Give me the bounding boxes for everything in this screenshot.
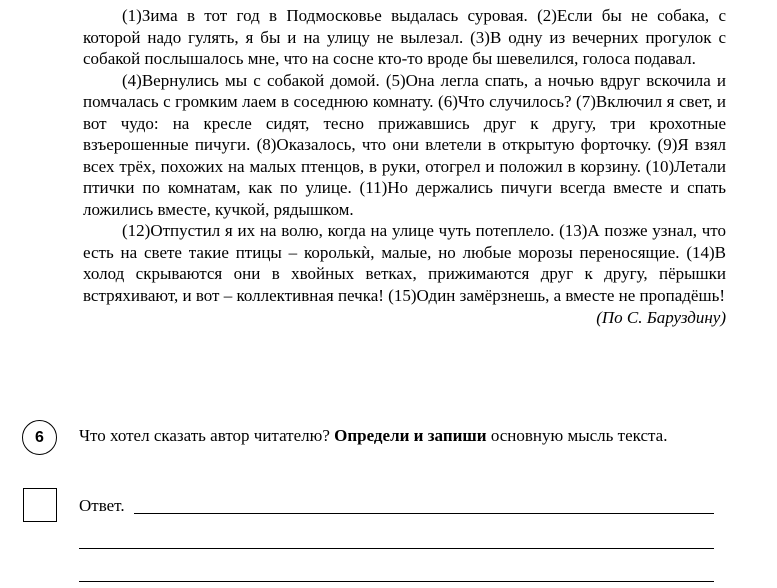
task-question xyxy=(79,425,722,447)
task-number: 6 xyxy=(35,428,44,446)
text-source: (По С. Баруздину) xyxy=(596,308,726,327)
paragraph-1: (1)Зима в тот год в Подмосковье выдалась суровая. (2)Если бы не собака, с которой надо гулять, я бы и на улицу не вылезал. (3)В одну из вечерних прогулок с собакой послышалось мне, что на сосне кто-то вроде бы шевелился, голоса подавал. xyxy=(83,6,726,68)
question-end: основную мысль текста. xyxy=(486,426,668,445)
question-instruction: Определи и запиши xyxy=(334,426,487,445)
reading-text xyxy=(83,5,726,328)
answer-line-1[interactable] xyxy=(134,513,714,514)
answer-label: Ответ. xyxy=(79,496,125,515)
task-number-badge xyxy=(22,420,57,455)
paragraph-2: (4)Вернулись мы с собакой домой. (5)Она легла спать, а ночью вдруг вскочила и помчалась с громким лаем в соседнюю комнату. (6)Что случилось? (7)Включил я свет, и вот чудо: на кресле сидят, тесно прижавшись друг к другу, три крохотные взъерошенные пичуги. (8)Оказалось, что они влетели в открытую форточку. (9)Я взял всех трёх, похожих на малых птенцов, в руки, отогрел и положил в корзину. (10)Летали птички по комнатам, как по улице. (11)Но держались пичуги всегда вместе и спать ложились вместе, кучкой, рядышком. xyxy=(83,70,726,219)
paragraph-3: (12)Отпустил я их на волю, когда на улице чуть потеплело. (13)А позже узнал, что есть на свете такие птицы – королькѝ, малые, но любые морозы переносящие. (14)В холод скрываются они в хвойных ветках, прижимаются друг к другу, пёрышки встряхивают, и вот – коллективная печка! (15)Один замёрзнешь, а вместе не пропадёшь! xyxy=(83,221,726,305)
answer-line-3[interactable] xyxy=(79,581,714,582)
answer-line-2[interactable] xyxy=(79,548,714,549)
question-start: Что хотел сказать автор читателю? xyxy=(79,426,335,445)
answer-score-box[interactable] xyxy=(23,488,57,522)
